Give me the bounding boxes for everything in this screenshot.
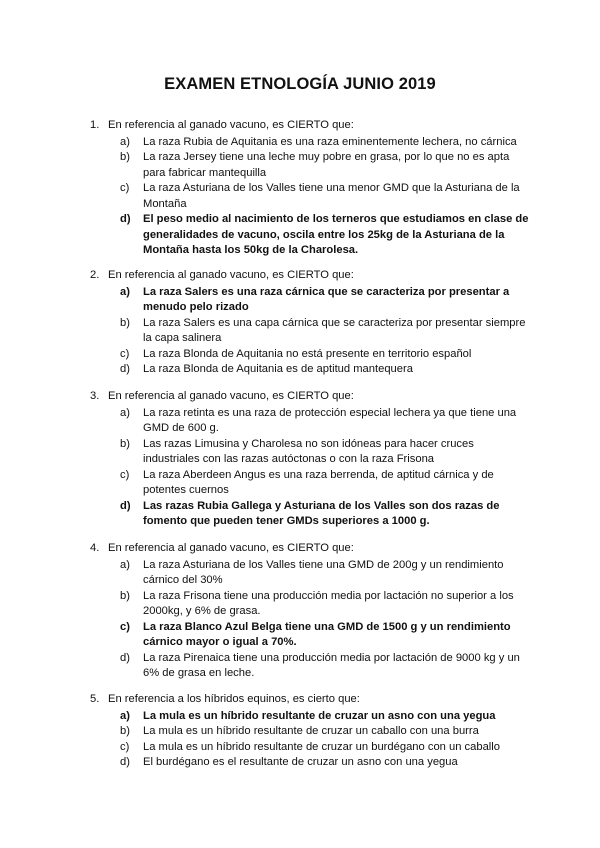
option-text: El burdégano es el resultante de cruzar un asno con una yegua — [143, 756, 458, 768]
option-text: La raza Salers es una capa cárnica que se caracteriza por presentar siempre la capa salinera — [143, 316, 526, 344]
option-text: La raza Blonda de Aquitania no está presente en territorio español — [143, 347, 472, 360]
option-letter: a) — [120, 135, 130, 148]
option-text: La raza Salers es una raza cárnica que se caracteriza por presentar a menudo pelo rizado — [143, 285, 510, 313]
option-d — [90, 362, 530, 378]
option-letter: c) — [120, 620, 130, 633]
option-c — [90, 347, 530, 363]
option-letter: b) — [120, 589, 130, 602]
question-stem: En referencia a los híbridos equinos, es cierto que: — [108, 693, 360, 705]
option-letter: b) — [120, 437, 130, 450]
option-letter: a) — [120, 709, 130, 722]
question-stem: En referencia al ganado vacuno, es CIERTO que: — [108, 542, 354, 554]
option-b — [90, 316, 530, 347]
option-a-correct — [90, 285, 530, 316]
option-letter: c) — [120, 468, 130, 481]
question-number: 2. — [90, 269, 100, 281]
option-letter: b) — [120, 316, 130, 329]
option-d — [90, 755, 530, 771]
option-text: La raza Frisona tiene una producción media por lactación no superior a los 2000kg, y 6% de grasa. — [143, 589, 514, 617]
question-stem: En referencia al ganado vacuno, es CIERTO que: — [108, 269, 354, 281]
option-a — [90, 558, 530, 589]
option-letter: a) — [120, 406, 130, 419]
option-text: La raza Blonda de Aquitania es de aptitud mantequera — [143, 363, 413, 375]
question-1 — [90, 118, 530, 259]
option-letter: a) — [120, 558, 130, 571]
option-c — [90, 468, 530, 499]
option-b — [90, 150, 530, 181]
option-b — [90, 437, 530, 468]
option-letter: d) — [120, 363, 130, 375]
option-c — [90, 181, 530, 212]
question-number: 3. — [90, 390, 100, 402]
question-number: 1. — [90, 119, 100, 131]
option-text: La raza Blanco Azul Belga tiene una GMD de 1500 g y un rendimiento cárnico mayor o igual a 70%. — [143, 620, 511, 648]
option-letter: b) — [120, 151, 130, 163]
option-letter: d) — [120, 213, 131, 225]
option-c — [90, 740, 530, 756]
question-4 — [90, 541, 530, 682]
option-d — [90, 651, 530, 682]
option-c-correct — [90, 620, 530, 651]
option-b — [90, 724, 530, 740]
page-title: EXAMEN ETNOLOGÍA JUNIO 2019 — [164, 75, 436, 93]
option-text: La raza Jersey tiene una leche muy pobre en grasa, por lo que no es apta para fabricar mantequilla — [143, 151, 510, 179]
option-a — [90, 135, 530, 151]
option-text: Las razas Rubia Gallega y Asturiana de los Valles son dos razas de fomento que pueden tener GMDs superiores a 1000 g. — [143, 499, 500, 527]
question-stem: En referencia al ganado vacuno, es CIERTO que: — [108, 390, 354, 402]
option-text: La raza retinta es una raza de protección especial lechera ya que tiene una GMD de 600 g. — [143, 406, 517, 434]
question-number: 4. — [90, 542, 100, 554]
option-letter: c) — [120, 182, 130, 194]
option-d-correct — [90, 499, 530, 530]
option-a-correct — [90, 709, 530, 725]
question-number: 5. — [90, 693, 100, 705]
option-text: La raza Asturiana de los Valles tiene una GMD de 200g y un rendimiento cárnico del 30% — [143, 558, 504, 586]
option-d-correct — [90, 212, 530, 259]
option-text: Las razas Limusina y Charolesa no son idóneas para hacer cruces industriales con las razas autóctonas o con la raza Frisona — [143, 437, 474, 465]
option-b — [90, 589, 530, 620]
option-text: La mula es un híbrido resultante de cruzar un caballo con una burra — [143, 725, 479, 737]
question-3 — [90, 389, 530, 530]
option-letter: d) — [120, 651, 130, 664]
option-text: La raza Pirenaica tiene una producción media por lactación de 9000 kg y un 6% de grasa en leche. — [143, 651, 520, 679]
question-2 — [90, 268, 530, 378]
option-letter: c) — [120, 347, 130, 360]
option-letter: d) — [120, 756, 130, 768]
option-text: La mula es un híbrido resultante de cruzar un asno con una yegua — [143, 709, 496, 722]
option-text: El peso medio al nacimiento de los terneros que estudiamos en clase de generalidades de vacuno, oscila entre los 25kg de la Asturiana de la Montaña hasta los 50kg de la Charolesa. — [143, 213, 529, 256]
option-text: La mula es un híbrido resultante de cruzar un burdégano con un caballo — [143, 740, 500, 753]
option-text: La raza Aberdeen Angus es una raza berrenda, de aptitud cárnica y de potentes cuernos — [143, 468, 494, 496]
option-text: La raza Asturiana de los Valles tiene una menor GMD que la Asturiana de la Montaña — [143, 182, 520, 210]
question-stem: En referencia al ganado vacuno, es CIERTO que: — [108, 119, 354, 131]
option-letter: d) — [120, 499, 131, 512]
option-letter: c) — [120, 740, 130, 753]
option-text: La raza Rubia de Aquitania es una raza eminentemente lechera, no cárnica — [143, 135, 517, 148]
option-a — [90, 406, 530, 437]
option-letter: b) — [120, 725, 130, 737]
question-5 — [90, 692, 530, 771]
option-letter: a) — [120, 285, 130, 298]
